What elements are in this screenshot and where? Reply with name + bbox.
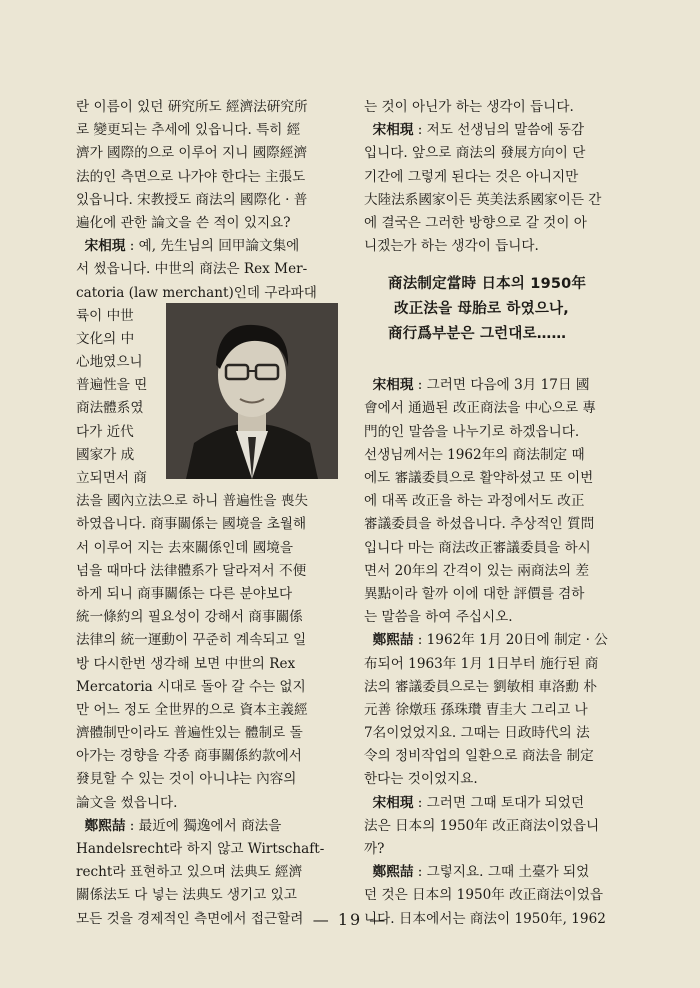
right-column — [364, 96, 614, 931]
text-line: 하게 되니 商事關係는 다른 분야보다 — [76, 585, 293, 602]
speaker-name: 宋相現 — [84, 238, 126, 255]
speaker-text: : 그렇지요. 그때 土臺가 되었 — [413, 864, 590, 881]
heading-line: 商行爲부분은 그런대로…… — [388, 326, 567, 342]
portrait-photo — [166, 303, 338, 479]
text-line: 넘을 때마다 法律體系가 달라져서 不便 — [76, 562, 307, 579]
text-line: 기간에 그렇게 된다는 것은 아니지만 — [364, 168, 579, 185]
text-line: 發見할 수 있는 것이 아니냐는 內容의 — [76, 771, 297, 788]
text-line: 서 이루어 지는 去來關係인데 國境을 — [76, 539, 294, 556]
speaker-text: : 1962年 1月 20日에 制定 · 公 — [413, 632, 608, 649]
text-line: 文化의 中 — [76, 330, 135, 347]
text-line: 法의 審議委員으로는 劉敏相 車洛勳 朴 — [364, 678, 597, 695]
text-line: 아가는 경향을 각종 商事關係約款에서 — [76, 748, 302, 765]
speaker-text: : 예, 先生님의 回甲論文集에 — [125, 238, 300, 255]
text-line: 立되면서 商 — [76, 470, 147, 486]
heading-line: 改正法을 母胎로 하였으나, — [394, 301, 569, 317]
portrait-illustration — [166, 303, 338, 479]
speaker-name: 鄭熙喆 — [84, 817, 126, 834]
text-line: 방 다시한번 생각해 보면 中世의 Rex — [76, 655, 296, 672]
text-line: 선생님께서는 1962年의 商法制定 때 — [364, 446, 585, 463]
speaker-line — [364, 374, 614, 397]
speaker-text: : 最近에 獨逸에서 商法을 — [125, 817, 282, 834]
text-line: 法은 日本의 1950年 改正商法이었읍니 — [364, 817, 600, 834]
spacer — [364, 328, 614, 351]
text-line: 商法體系였 — [76, 400, 144, 417]
text-line: 면서 20年의 간격이 있는 兩商法의 差 — [364, 562, 590, 579]
spacer — [364, 282, 614, 305]
speaker-line — [76, 235, 334, 258]
text-line: 法律의 統一運動이 꾸준히 계속되고 일 — [76, 632, 307, 649]
text-line: 에 결국은 그러한 방향으로 갈 것이 아 — [364, 214, 587, 231]
text-line: 는 말씀을 하여 주십시오. — [364, 609, 513, 626]
text-line: 에 대폭 改正을 하는 과정에서도 改正 — [364, 493, 585, 510]
speaker-name: 鄭熙喆 — [372, 864, 414, 881]
text-line: 륙이 中世 — [76, 307, 134, 324]
speaker-text: : 그러면 그때 토대가 되었던 — [413, 794, 585, 811]
text-line: 는 것이 아닌가 하는 생각이 듭니다. — [364, 99, 574, 115]
text-line: 입니다. 앞으로 商法의 發展方向이 단 — [364, 145, 586, 162]
text-line: 한다는 것이었지요. — [364, 771, 478, 788]
speaker-name: 鄭熙喆 — [372, 632, 414, 649]
text-line: 審議委員을 하셨읍니다. 추상적인 質問 — [364, 516, 595, 533]
speaker-line — [364, 119, 614, 142]
text-line: 에도 審議委員으로 활약하셨고 또 이번 — [364, 470, 594, 486]
text-line: 입니다 마는 商法改正審議委員을 하시 — [364, 539, 591, 556]
text-line: 法的인 측면으로 나가야 한다는 主張도 — [76, 168, 306, 185]
text-line: 心地였으니 — [76, 354, 143, 371]
speaker-text: : 저도 선생님의 말씀에 동감 — [413, 122, 585, 139]
text-line: catoria (law merchant)인데 구라파대 — [76, 284, 317, 301]
text-line: 遍化에 관한 論文을 쓴 적이 있지요? — [76, 214, 291, 231]
left-column — [76, 96, 334, 931]
text-line: 論文을 썼읍니다. — [76, 794, 178, 811]
text-line: recht라 표현하고 있으며 法典도 經濟 — [76, 864, 303, 881]
text-line: 서 썼읍니다. 中世의 商法은 Rex Mer- — [76, 261, 308, 278]
text-line: 法을 國內立法으로 하니 普遍性을 喪失 — [76, 493, 309, 510]
text-line: 會에서 通過된 改正商法을 中心으로 專 — [364, 400, 597, 417]
text-line: Handelsrecht라 하지 않고 Wirtschaft- — [76, 841, 325, 857]
speaker-name: 宋相現 — [372, 122, 414, 139]
text-line: 7名이었었지요. 그때는 日政時代의 法 — [364, 725, 590, 742]
text-line: Mercatoria 시대로 돌아 갈 수는 없지 — [76, 678, 306, 695]
speaker-name: 宋相現 — [372, 794, 414, 811]
text-line: 濟體制만이라도 普遍性있는 體制로 돌 — [76, 725, 303, 742]
text-line: 布되어 1963年 1月 1日부터 施行된 商 — [364, 655, 599, 672]
text-line: 大陸法系國家이든 英美法系國家이든 간 — [364, 191, 602, 208]
text-line: 던 것은 日本의 1950年 改正商法이었읍 — [364, 887, 603, 904]
text-line: 다가 近代 — [76, 423, 134, 440]
speaker-name: 宋相現 — [372, 377, 414, 394]
text-line: 異點이라 할까 이에 대한 評價를 겸하 — [364, 585, 585, 602]
text-line: 란 이름이 있던 硏究所도 經濟法硏究所 — [76, 99, 308, 115]
spacer — [364, 351, 614, 374]
speaker-line — [364, 629, 614, 652]
heading-line: 商法制定當時 日本의 1950年 — [388, 276, 587, 292]
text-line: 모든 것을 경제적인 측면에서 접근할려 — [76, 910, 304, 927]
text-line: 까? — [364, 841, 385, 857]
speaker-text: : 그러면 다음에 3月 17日 國 — [413, 377, 590, 394]
speaker-line — [76, 815, 334, 838]
page-number: — 19 — — [312, 910, 388, 929]
text-line: 關係法도 다 넣는 法典도 생기고 있고 — [76, 887, 297, 904]
text-line: 普遍性을 띤 — [76, 377, 148, 394]
text-line: 統一條約의 필요성이 강해서 商事關係 — [76, 609, 303, 626]
text-line: 元善 徐燉珏 孫珠瓚 曺圭大 그리고 나 — [364, 701, 588, 718]
text-line: 니다. 日本에서는 商法이 1950年, 1962 — [364, 910, 606, 927]
text-line: 있읍니다. 宋教授도 商法의 國際化 · 普 — [76, 191, 308, 208]
speaker-line — [364, 861, 614, 884]
text-line: 니겠는가 하는 생각이 듭니다. — [364, 238, 539, 255]
spacer — [364, 305, 614, 328]
spacer — [364, 258, 614, 281]
text-line: 만 어느 정도 全世界的으로 資本主義經 — [76, 701, 308, 718]
text-line: 令의 정비작업의 일환으로 商法을 制定 — [364, 748, 594, 765]
text-line: 로 變更되는 추세에 있읍니다. 특히 經 — [76, 122, 301, 139]
speaker-line — [364, 792, 614, 815]
text-line: 國家가 成 — [76, 446, 135, 463]
text-line: 濟가 國際的으로 이루어 지니 國際經濟 — [76, 145, 308, 162]
text-line: 門的인 말씀을 나누기로 하겠읍니다. — [364, 423, 580, 440]
text-line: 하였읍니다. 商事關係는 國境을 초월해 — [76, 516, 307, 533]
